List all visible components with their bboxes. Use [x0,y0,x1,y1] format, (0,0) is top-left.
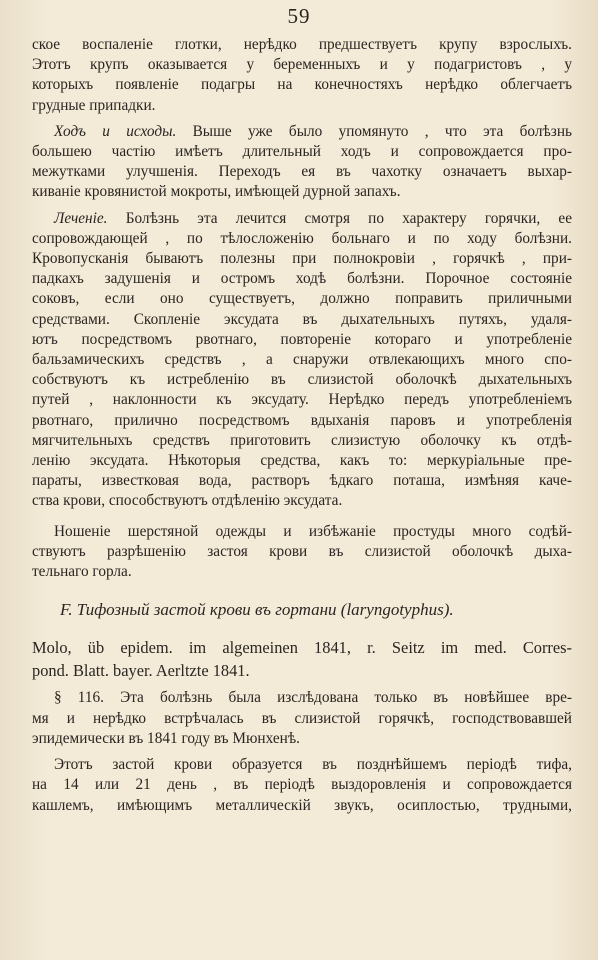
text-line: падкахъ задушенія и остромъ ходѣ болѣзни. Порочное состояніе [32,270,572,288]
reference-line: pond. Blatt. bayer. Aerltzte 1841. [32,661,250,681]
text-line: кашлемъ, имѣющимъ металлическій звукъ, осиплостью, трудными, [32,796,572,814]
text-line: сопровождающей , по тѣлосложенію больнаго и по ходу болѣзни. [32,229,572,247]
text-line: эпидемически въ 1841 году въ Мюнхенѣ. [32,729,300,747]
text-line: киваніе кровянистой мокроты, имѣющей дурной запахъ. [32,183,401,201]
text-line: мя и нерѣдко встрѣчалась въ слизистой горячкѣ, господствовавшей [32,709,572,727]
paragraph-croup-continuation [32,35,572,116]
text-line: § 116. Эта болѣзнь была изслѣдована только въ новѣйшее вре- [54,689,572,707]
text-line [32,122,572,142]
text-line: тельнаго горла. [32,563,132,581]
text-line: межутками улучшенія. Переходъ ея въ чахотку означаетъ выхар- [32,163,572,181]
section-heading: F. Тифозный застой крови въ гортани (laryngotyphus). [60,600,454,620]
page-body [32,35,572,816]
text-line: ства крови, способствуютъ отдѣленію эксудата. [32,492,343,510]
text-line: путей , наклонности къ эксудату. Нерѣдко передъ употребленіемъ [32,391,572,409]
text-line: Ношеніе шерстяной одежды и избѣжаніе простуды много содѣй- [54,522,572,540]
text-line: ленію эксудата. Нѣкоторыя средства, какъ то: меркуріальные пре- [32,452,572,470]
text-line: ствуютъ разрѣшенію застоя крови въ слизистой оболочкѣ дыха- [32,542,572,560]
text-fragment: Выше уже было упомянуто , что эта болѣзнь [192,122,572,140]
text-line [32,209,572,229]
text-line: ское воспаленіе глотки, нерѣдко предшествуетъ крупу взрослыхъ. [32,36,572,53]
text-line: большею частію имѣетъ длительный ходъ и сопровождается про- [32,143,572,161]
text-line: Кровопусканія бываютъ полезны при полнокровіи , горячкѣ , при- [32,250,572,268]
page-number: 59 [287,4,311,28]
paragraph-treatment [32,209,572,512]
text-line: средствами. Скопленіе эксудата въ дыхательныхъ путяхъ, удаля- [32,310,572,328]
paragraph-course [32,122,572,203]
text-line: рвотнаго, прилично посредствомъ вдыханія паровъ и употребленія [32,411,572,429]
paragraph-section-116 [32,688,572,749]
text-line: бальзамическихъ средствъ , а снаружи отвлекающихъ много спо- [32,351,572,369]
reference-line: Molo, üb epidem. im algemeinen 1841, r. Seitz im med. Corres- [32,638,572,658]
text-line: которыхъ появленіе подагры на конечностяхъ нерѣдко облегчаетъ [32,76,572,94]
text-line: Этотъ застой крови образуется въ позднѣйшемъ періодѣ тифа, [54,756,572,774]
text-fragment: Болѣзнь эта лечится смотря по характеру горячки, ее [125,209,572,227]
text-line: соковъ, если оно существуетъ, должно поправить приличными [32,290,572,308]
runin-heading-course: Ходъ и исходы. [54,122,177,140]
text-line: Этотъ крупъ оказывается у беременныхъ и у подагристовъ , у [32,56,572,74]
paragraph-prevention [32,522,572,583]
text-line: на 14 или 21 день , въ періодѣ выздоровленія и сопровождается [32,776,572,794]
text-line: мягчительныхъ средствъ приготовить слизистую оболочку къ отдѣ- [32,431,572,449]
text-line: ютъ посредствомъ рвотнаго, повтореніе котораго и употребленіе [32,330,572,348]
text-line: собствуютъ къ истребленію въ слизистой оболочкѣ дыхательныхъ [32,371,572,389]
runin-heading-treatment: Леченіе. [54,209,108,227]
text-line: параты, известковая вода, растворъ ѣдкаго поташа, измѣняя каче- [32,472,572,490]
paragraph-symptoms [32,755,572,816]
text-line: грудные припадки. [32,96,156,114]
references [32,636,572,682]
